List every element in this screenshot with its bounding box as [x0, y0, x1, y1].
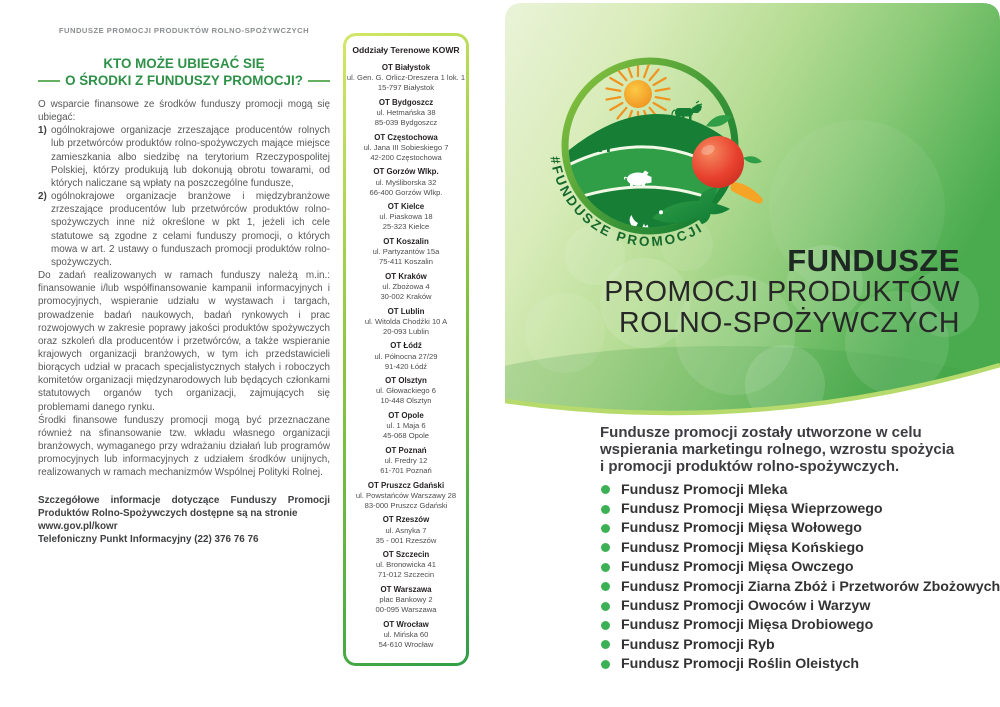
leaf-icon [742, 153, 762, 167]
title-dash-left [38, 80, 60, 82]
office-entry [346, 550, 466, 580]
office-street: ul. Północna 27/29 [374, 351, 438, 361]
cover-title [604, 244, 960, 338]
list-item-text: ogólnokrajowe organizacje zrzeszające producentów rolnych lub przetwórców produktów rolno-spożywczych mające miejsce zamieszkania albo siedzibę na terytorium Rzeczypospolitej Polskiej, którzy produkują lub dokonują obrotu towarami, od których naliczane są wpłaty na poszczególne fundusze, [51, 125, 330, 189]
fund-label: Fundusz Promocji Mięsa Drobiowego [621, 617, 874, 634]
office-entry [346, 307, 466, 337]
fund-label: Fundusz Promocji Mięsa Wołowego [621, 520, 862, 537]
office-name: OT Białystok [381, 63, 431, 72]
office-name: OT Koszalin [383, 236, 429, 246]
kowr-offices-box [343, 33, 469, 666]
footer-url: www.gov.pl/kowr [38, 520, 118, 532]
office-name: OT Poznań [385, 445, 427, 455]
fund-label: Fundusz Promocji Mięsa Wieprzowego [621, 501, 883, 518]
intro-paragraph: O wsparcie finansowe ze środków funduszy promocji mogą się ubiegać: [38, 99, 330, 124]
left-title-line1: KTO MOŻE UBIEGAĆ SIĘ [103, 56, 265, 71]
office-city: 83-000 Pruszcz Gdański [364, 500, 448, 510]
bull-icon [672, 101, 702, 121]
office-name: OT Opole [388, 410, 424, 420]
office-city: 25-323 Kielce [382, 222, 430, 232]
office-city: 85-039 Bydgoszcz [374, 118, 438, 127]
cover-title-line3: ROLNO-SPOŻYWCZYCH [618, 306, 960, 339]
fund-label: Fundusz Promocji Ziarna Zbóż i Przetworów Zbożowych [621, 578, 1000, 595]
office-entry [346, 376, 466, 406]
footer-phone: Telefoniczny Punkt Informacyjny (22) 376 76 76 [38, 534, 259, 545]
fundusze-promocji-logo [538, 42, 768, 272]
fund-label: Fundusz Promocji Mięsa Końskiego [621, 539, 864, 556]
fund-item [601, 655, 1000, 674]
list-item [38, 190, 330, 269]
office-entry [346, 515, 466, 545]
office-name: OT Olsztyn [385, 376, 427, 386]
page-eyebrow: FUNDUSZE PROMOCJI PRODUKTÓW ROLNO-SPOŻYWCZYCH [58, 26, 310, 35]
office-name: OT Szczecin [382, 550, 430, 560]
office-city: 45-068 Opole [382, 431, 430, 441]
fund-label: Fundusz Promocji Mięsa Owczego [621, 559, 854, 576]
office-street: ul. Partyzantów 15a [372, 247, 440, 257]
list-item-number: 2) [38, 191, 47, 203]
cover-panel [505, 3, 1000, 423]
office-name: OT Rzeszów [382, 515, 430, 525]
left-title [38, 55, 330, 89]
office-street: ul. Głowackiego 6 [376, 386, 436, 396]
bullet-dot-icon [601, 602, 610, 611]
office-street: ul. Bronowicka 41 [376, 560, 436, 570]
fund-label: Fundusz Promocji Roślin Oleistych [621, 656, 860, 673]
cover-title-line2: PROMOCJI PRODUKTÓW [604, 276, 960, 308]
office-name: OT Łódź [390, 341, 422, 351]
office-city: 66-400 Gorzów Wlkp. [369, 187, 443, 197]
office-street: ul. Piaskowa 18 [379, 212, 433, 222]
list-item-text: ogólnokrajowe organizacje branżowe i międzybranżowe zrzeszające producentów lub przetwórców produktów rolno-spożywczych inne niż określone w pkt 1, jeżeli ich cele statutowe są zgodne z celami funduszy promocji, o których mowa w art. 2 ustawy o funduszach promocji produktów rolno-spożywczych. [51, 191, 330, 268]
fund-item [601, 538, 1000, 557]
bullet-dot-icon [601, 621, 610, 630]
fund-item [601, 577, 1000, 596]
office-name: OT Gorzów Wlkp. [373, 167, 439, 177]
footer-block [38, 494, 330, 547]
left-column [38, 26, 330, 546]
office-city: 20-093 Lublin [382, 326, 430, 336]
bullet-dot-icon [601, 582, 610, 591]
office-name: OT Lublin [387, 306, 425, 316]
office-city: 42-200 Częstochowa [370, 152, 442, 162]
bullet-dot-icon [601, 505, 610, 514]
office-entry [346, 620, 466, 650]
office-name: OT Wrocław [383, 619, 429, 629]
office-city: 00-095 Warszawa [375, 605, 437, 615]
office-street: ul. Witolda Chodźki 10 A [364, 316, 448, 326]
office-entry [346, 341, 466, 371]
left-title-line2: O ŚRODKI Z FUNDUSZY PROMOCJI? [65, 73, 303, 88]
office-city: 61-701 Poznań [380, 465, 432, 475]
fund-item [601, 558, 1000, 577]
bullet-dot-icon [601, 660, 610, 669]
carrot-icon [728, 181, 766, 205]
fund-label: Fundusz Promocji Mleka [621, 481, 788, 498]
office-city: 54-610 Wrocław [378, 639, 434, 649]
bullet-dot-icon [601, 524, 610, 533]
office-name: OT Częstochowa [374, 132, 438, 142]
office-entry [346, 167, 466, 197]
bullet-dot-icon [601, 485, 610, 494]
office-entry [346, 585, 466, 615]
office-city: 35 - 001 Rzeszów [375, 535, 437, 545]
apple-icon [692, 136, 744, 188]
office-entry [346, 63, 466, 93]
office-street: ul. Mińska 60 [383, 629, 429, 639]
office-street: plac Bankowy 2 [379, 595, 433, 605]
office-name: OT Kielce [387, 202, 425, 212]
office-name: OT Kraków [385, 271, 427, 281]
cover-intro [600, 424, 954, 475]
list-item-number: 1) [38, 125, 47, 137]
office-street: ul. Myśliborska 32 [375, 177, 437, 187]
office-street: ul. Zbożowa 4 [382, 281, 430, 291]
office-city: 75-411 Koszalin [379, 257, 433, 267]
office-street: ul. Gen. G. Orlicz-Dreszera 1 lok. 1 [346, 73, 466, 83]
office-street: ul. Fredry 12 [384, 455, 428, 465]
bullet-dot-icon [601, 640, 610, 649]
office-city: 91-420 Łódź [384, 361, 428, 371]
kowr-box-header: Oddziały Terenowe KOWR [352, 45, 460, 55]
list-item [38, 124, 330, 190]
bullet-dot-icon [601, 563, 610, 572]
fund-item [601, 499, 1000, 518]
cover-intro-line: Fundusze promocji zostały utworzone w celu [600, 424, 922, 441]
fund-label: Fundusz Promocji Owoców i Warzyw [621, 598, 871, 615]
fund-item [601, 519, 1000, 538]
office-entry [346, 272, 466, 302]
title-dash-right [308, 80, 330, 82]
cover-title-line1: FUNDUSZE [787, 243, 960, 278]
fund-item [601, 635, 1000, 654]
office-street: ul. Asnyka 7 [385, 525, 427, 535]
funds-list [601, 480, 1000, 674]
office-street: ul. Hetmańska 38 [376, 108, 436, 117]
office-name: OT Pruszcz Gdański [367, 480, 445, 490]
footer-info: Szczegółowe informacje dotyczące Funduszy Promocji Produktów Rolno-Spożywczych dostępne są na stronie [38, 494, 330, 519]
office-entry [346, 133, 466, 163]
cover-intro-line: wspierania marketingu rolnego, wzrostu spożycia [600, 441, 955, 458]
logo-hashtag-text: #FUNDUSZE PROMOCJI [547, 155, 707, 250]
office-name: OT Warszawa [380, 584, 432, 594]
tasks-paragraph: Do zadań realizowanych w ramach funduszy należą m.in.: finansowanie i/lub współfinansowanie kampanii informacyjnych i promocyjnych, wspieranie udziału w wystawach i targach, prowadzenie badań naukowych, badań rynkowych i prac rozwojowych w zakresie poprawy jakości produktów spożywczych oraz szkoleń dla producentów i przetwórców, a także wspieranie krajowych organizacji branżowych, w tym ich przedstawicieli biorących udział w pracach specjalistycznych stałych i roboczych komitetów organizacji międzynarodowych lub będących członkami statutowych organów tych organizacji, zajmujących się problemami danego rynku. [38, 270, 330, 413]
fund-label: Fundusz Promocji Ryb [621, 636, 775, 653]
office-city: 30-002 Kraków [380, 291, 432, 301]
office-city: 15-797 Białystok [377, 83, 435, 93]
office-entry [346, 481, 466, 511]
office-entry [346, 237, 466, 267]
fund-item [601, 596, 1000, 615]
left-body [38, 98, 330, 546]
office-entry [346, 446, 466, 476]
office-entry [346, 98, 466, 128]
fund-item [601, 480, 1000, 499]
cover-intro-line: i promocji produktów rolno-spożywczych. [600, 458, 900, 475]
office-street: ul. Powstańców Warszawy 28 [355, 490, 457, 500]
office-street: ul. 1 Maja 6 [386, 421, 426, 431]
office-city: 10-448 Olsztyn [380, 396, 432, 406]
office-entry [346, 202, 466, 232]
bullet-dot-icon [601, 543, 610, 552]
funding-paragraph: Środki finansowe funduszy promocji mogą być przeznaczane również na sfinansowanie tzw. wkładu własnego organizacji branżowych, wymaganego przy wdrażaniu działań lub programów promocyjnych lub informacyjnych z udziałem środków unijnych, realizowanych w ramach mechanizmów Wspólnej Polityki Rolnej. [38, 414, 330, 479]
office-city: 71-012 Szczecin [377, 570, 435, 580]
office-name: OT Bydgoszcz [378, 97, 434, 107]
office-street: ul. Jana III Sobieskiego 7 [363, 142, 449, 152]
fund-item [601, 616, 1000, 635]
office-entry [346, 411, 466, 441]
